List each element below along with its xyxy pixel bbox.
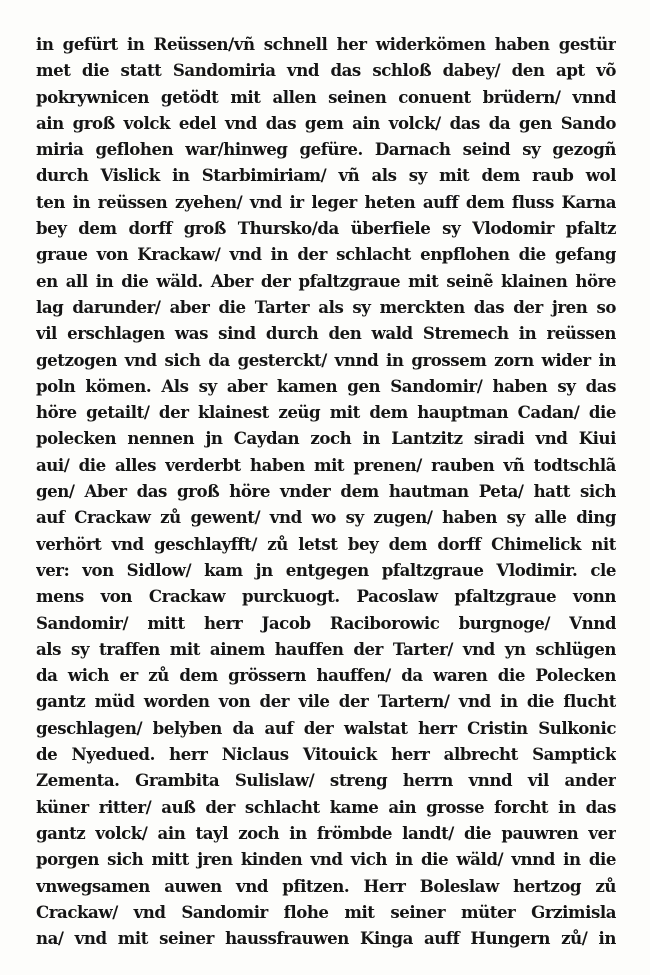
text-line: bey dem dorff groß Thursko/da überfiele sy Vlodomir pfaltz — [36, 218, 616, 239]
text-line: vil erschlagen was sind durch den wald Stremech in reüssen — [36, 323, 616, 344]
text-line: gantz volck/ ain tayl zoch in frömbde landt/ die pauwren ver — [36, 822, 616, 843]
text-line: miria geflohen war/hinweg gefüre. Darnach seind sy gezogñ — [36, 139, 616, 160]
text-line: in gefürt in Reüssen/vñ schnell her widerkömen haben gestür — [36, 34, 616, 54]
text-line: getzogen vnd sich da gesterckt/ vnnd in grossem zorn wider in — [36, 349, 616, 370]
text-line: geschlagen/ belyben da auf der walstat herr Cristin Sulkonic — [36, 717, 616, 738]
text-line: de Nyedued. herr Niclaus Vitouick herr albrecht Samptick — [36, 744, 616, 765]
text-line: ten in reüssen zyehen/ vnd ir leger heten auff dem fluss Karna — [36, 191, 616, 212]
text-line: ain groß volck edel vnd das gem ain volck/ das da gen Sando — [36, 112, 616, 133]
text-line: graue von Krackaw/ vnd in der schlacht enpflohen die gefang — [36, 244, 616, 265]
text-line: Zementa. Grambita Sulislaw/ streng herrn vnnd vil ander — [36, 770, 616, 791]
text-line: vnwegsamen auwen vnd pfitzen. Herr Boleslaw hertzog zů — [36, 875, 616, 896]
blackletter-text-block — [36, 31, 616, 951]
text-line: auf Crackaw zů gewent/ vnd wo sy zugen/ haben sy alle ding — [36, 507, 616, 528]
text-line: als sy traffen mit ainem hauffen der Tarter/ vnd yn schlügen — [36, 638, 616, 659]
text-line: gen/ Aber das groß höre vnder dem hautman Peta/ hatt sich — [36, 481, 616, 502]
text-line: durch Vislick in Starbimiriam/ vñ als sy mit dem raub wol — [36, 165, 616, 186]
text-line: da wich er zů dem grössern hauffen/ da waren die Polecken — [36, 665, 616, 686]
text-line: höre getailt/ der klainest zeüg mit dem hauptman Cadan/ die — [36, 402, 616, 423]
text-line: Crackaw/ vnd Sandomir flohe mit seiner müter Grzimisla — [36, 901, 616, 922]
text-line: verhört vnd geschlayfft/ zů letst bey dem dorff Chimelick nit — [36, 533, 616, 554]
text-line: lag darunder/ aber die Tarter als sy merckten das der jren so — [36, 296, 616, 317]
text-line: mens von Crackaw purckuogt. Pacoslaw pfaltzgraue vonn — [36, 586, 616, 607]
text-line: küner ritter/ auß der schlacht kame ain grosse forcht in das — [36, 796, 616, 817]
text-line: polecken nennen jn Caydan zoch in Lantzitz siradi vnd Kiui — [36, 428, 616, 449]
text-line: met die statt Sandomiria vnd das schloß dabey/ den apt võ — [36, 60, 616, 81]
text-line: Sandomir/ mitt herr Jacob Raciborowic burgnoge/ Vnnd — [36, 612, 616, 633]
text-line: en all in die wäld. Aber der pfaltzgraue mit seinẽ klainen höre — [36, 270, 616, 291]
text-line: porgen sich mitt jren kinden vnd vich in die wäld/ vnnd in die — [36, 849, 616, 870]
text-line: na/ vnd mit seiner haussfrauwen Kinga auff Hungern zů/ in — [36, 928, 616, 949]
text-line: ver: von Sidlow/ kam jn entgegen pfaltzgraue Vlodimir. cle — [36, 559, 616, 580]
text-line: pokrywnicen getödt mit allen seinen conuent brüdern/ vnnd — [36, 86, 616, 107]
text-line: aui/ die alles verderbt haben mit prenen/ rauben vñ todtschlã — [36, 454, 616, 475]
text-line: poln kömen. Als sy aber kamen gen Sandomir/ haben sy das — [36, 375, 616, 396]
text-line: gantz müd worden von der vile der Tartern/ vnd in die flucht — [36, 691, 616, 712]
